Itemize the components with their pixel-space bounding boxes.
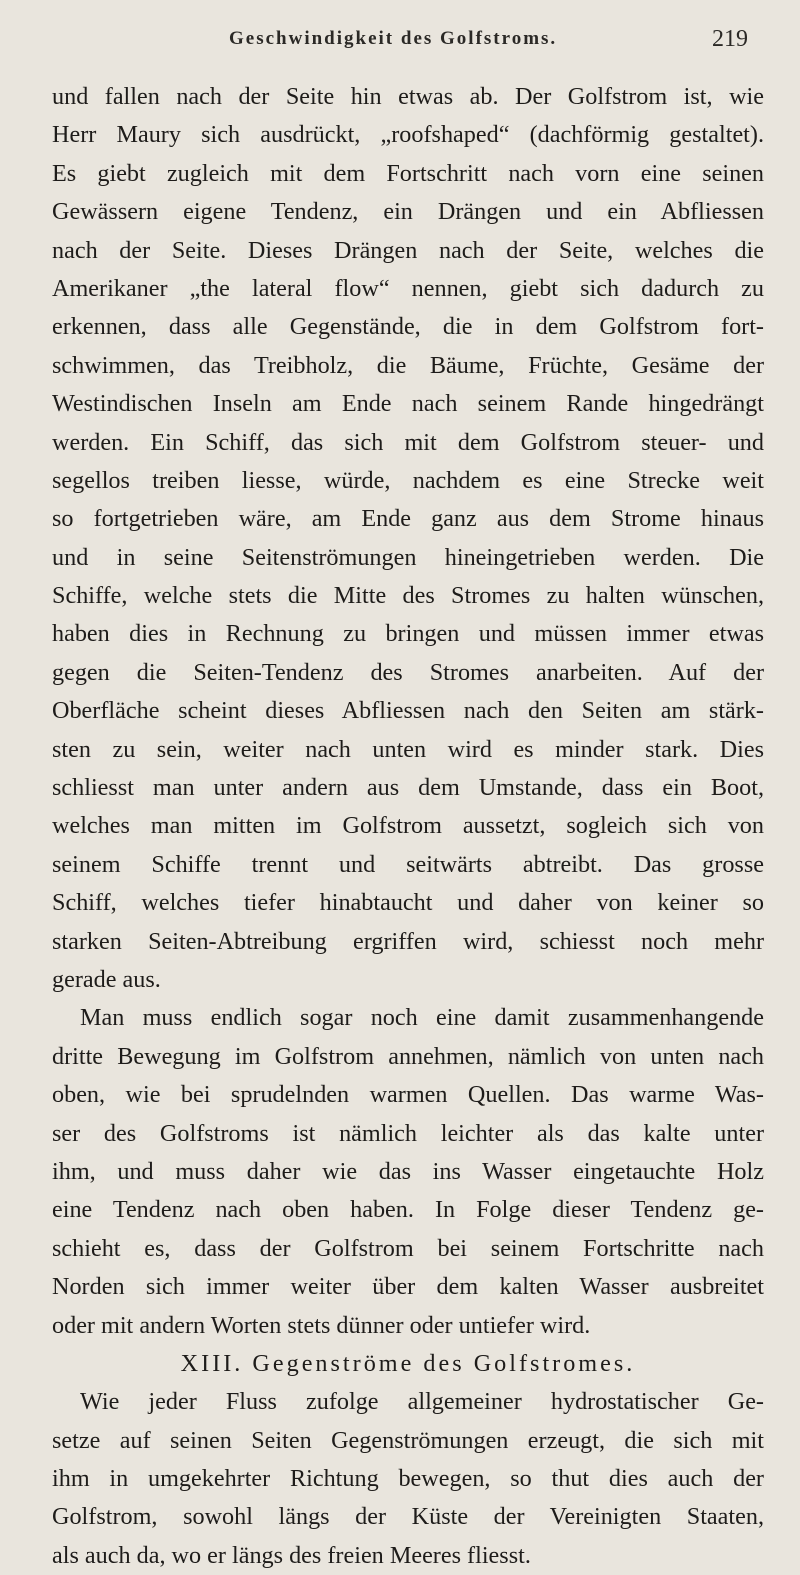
running-head bbox=[0, 26, 800, 56]
text-line: und fallen nach der Seite hin etwas ab. Der Golfstrom ist, wie bbox=[52, 83, 764, 110]
text-line: haben dies in Rechnung zu bringen und müssen immer etwas bbox=[52, 620, 764, 648]
page-number: 219 bbox=[712, 26, 748, 52]
text-line: sten zu sein, weiter nach unten wird es minder stark. Dies bbox=[52, 735, 764, 763]
text-line: ihm in umgekehrter Richtung bewegen, so thut dies auch der bbox=[52, 1465, 764, 1493]
text-line: gegen die Seiten-Tendenz des Stromes anarbeiten. Auf der bbox=[52, 658, 764, 686]
text-line: Wie jeder Fluss zufolge allgemeiner hydrostatischer Ge- bbox=[80, 1388, 764, 1416]
section-heading: XIII. Gegenströme des Golfstromes. bbox=[180, 1349, 636, 1377]
text-line: ser des Golfstroms ist nämlich leichter als das kalte unter bbox=[52, 1119, 764, 1147]
paragraph-2 bbox=[52, 999, 764, 1345]
paragraph-1 bbox=[52, 78, 764, 999]
text-line: schwimmen, das Treibholz, die Bäume, Früchte, Gesäme der bbox=[52, 351, 764, 379]
text-line: als auch da, wo er längs des freien Meeres fliesst. bbox=[52, 1541, 531, 1569]
text-line: und in seine Seitenströmungen hineingetrieben werden. Die bbox=[52, 543, 764, 571]
body-text bbox=[52, 78, 764, 1575]
text-line: welches man mitten im Golfstrom aussetzt, sogleich sich von bbox=[52, 812, 764, 840]
text-line: schliesst man unter andern aus dem Umstande, dass ein Boot, bbox=[52, 774, 764, 802]
text-line: Man muss endlich sogar noch eine damit zusammenhangende bbox=[80, 1004, 764, 1032]
text-line: oder mit andern Worten stets dünner oder untiefer wird. bbox=[52, 1311, 591, 1339]
text-line: schieht es, dass der Golfstrom bei seinem Fortschritte nach bbox=[52, 1234, 764, 1262]
text-line: Schiff, welches tiefer hinabtaucht und daher von keiner so bbox=[52, 889, 764, 917]
text-line: so fortgetrieben wäre, am Ende ganz aus dem Strome hinaus bbox=[52, 505, 764, 533]
text-line: nach der Seite. Dieses Drängen nach der Seite, welches die bbox=[52, 236, 764, 264]
text-line: eine Tendenz nach oben haben. In Folge dieser Tendenz ge- bbox=[52, 1196, 764, 1224]
text-line: Amerikaner „the lateral flow“ nennen, giebt sich dadurch zu bbox=[52, 274, 764, 302]
running-title: Geschwindigkeit des Golfstroms. bbox=[229, 28, 558, 49]
text-line: Schiffe, welche stets die Mitte des Stromes zu halten wünschen, bbox=[52, 582, 764, 610]
text-line: erkennen, dass alle Gegenstände, die in dem Golfstrom fort- bbox=[52, 313, 764, 341]
text-line: dritte Bewegung im Golfstrom annehmen, nämlich von unten nach bbox=[52, 1042, 764, 1070]
text-line: seinem Schiffe trennt und seitwärts abtreibt. Das grosse bbox=[52, 850, 764, 878]
text-line: Oberfläche scheint dieses Abfliessen nach den Seiten am stärk- bbox=[52, 697, 764, 725]
text-line: setze auf seinen Seiten Gegenströmungen erzeugt, die sich mit bbox=[52, 1426, 764, 1454]
text-line: ihm, und muss daher wie das ins Wasser eingetauchte Holz bbox=[52, 1157, 764, 1185]
text-line: gerade aus. bbox=[52, 965, 161, 993]
text-line: werden. Ein Schiff, das sich mit dem Golfstrom steuer- und bbox=[52, 428, 764, 456]
text-line: Golfstrom, sowohl längs der Küste der Vereinigten Staaten, bbox=[52, 1503, 764, 1531]
text-line: Es giebt zugleich mit dem Fortschritt nach vorn eine seinen bbox=[52, 159, 764, 187]
text-line: segellos treiben liesse, würde, nachdem es eine Strecke weit bbox=[52, 466, 764, 494]
text-line: oben, wie bei sprudelnden warmen Quellen. Das warme Was- bbox=[52, 1081, 764, 1109]
text-line: Gewässern eigene Tendenz, ein Drängen und ein Abfliessen bbox=[52, 198, 764, 226]
text-line: Herr Maury sich ausdrückt, „roofshaped“ (dachförmig gestaltet). bbox=[52, 121, 764, 149]
paragraph-3 bbox=[52, 1383, 764, 1575]
text-line: Westindischen Inseln am Ende nach seinem Rande hingedrängt bbox=[52, 390, 764, 418]
text-line: starken Seiten-Abtreibung ergriffen wird, schiesst noch mehr bbox=[52, 927, 764, 955]
text-line: Norden sich immer weiter über dem kalten Wasser ausbreitet bbox=[52, 1273, 764, 1301]
